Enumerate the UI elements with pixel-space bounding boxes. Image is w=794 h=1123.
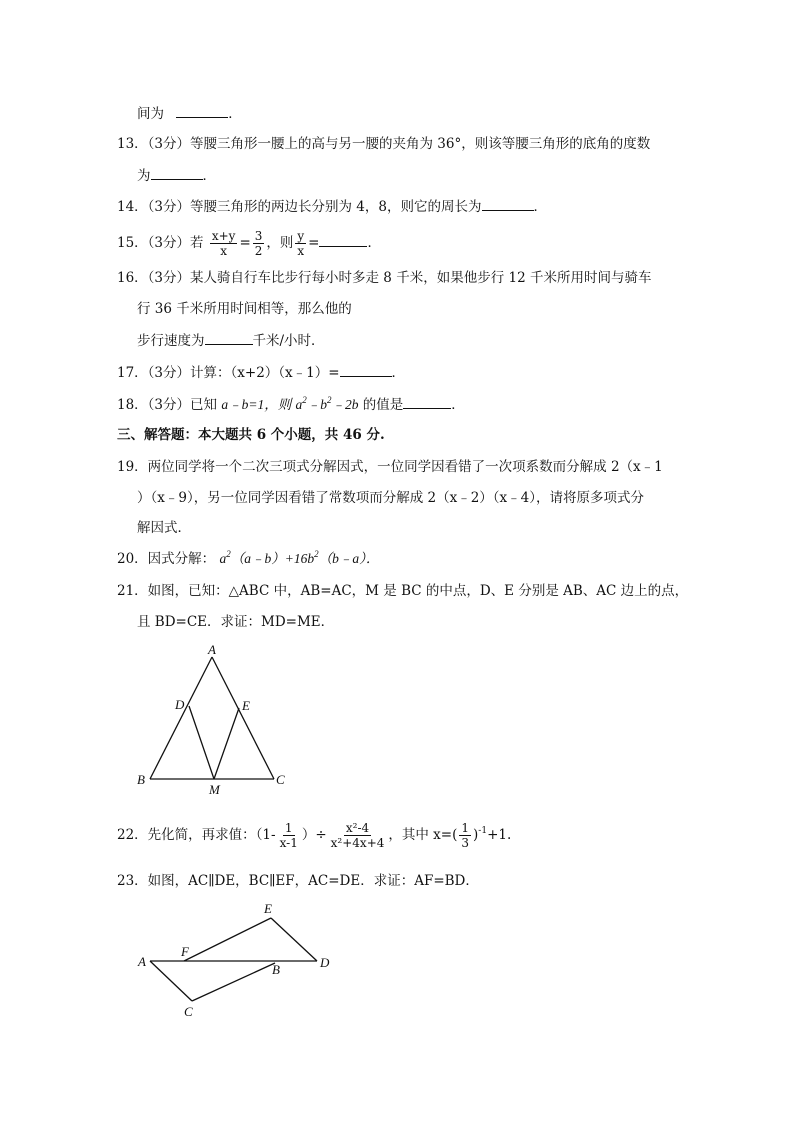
question-22: 22．先化简，再求值：（1- $\frac{1}{x-1}$ ）÷ $\frac{\text{x²-4}}{\text{x²+4x+4}}$ ，其中 x=( $\frac{1}{3}$ )$^{-1}$+1. xyxy=(117,821,512,850)
answer-blank xyxy=(151,165,203,180)
section-3-heading xyxy=(117,425,385,445)
question-19-cont xyxy=(137,488,644,508)
answer-blank xyxy=(205,330,253,345)
q22-fraction-x: $\frac{1}{3}$ xyxy=(461,821,470,850)
label-M: M xyxy=(209,782,220,797)
question-18: 18．（3分）已知 a﹣b=1，则 $a^2﹣b^2﹣2b$ 的值是 ． xyxy=(117,395,465,413)
label-A: A xyxy=(138,954,146,969)
q15-text-mid: ，则 xyxy=(266,235,294,251)
q22-text: 22．先化简，再求值： xyxy=(117,827,256,843)
q12-continuation: 间为 ． xyxy=(137,103,242,124)
question-21-cont xyxy=(137,612,334,632)
label-F: F xyxy=(181,944,189,959)
question-14: 14．（3分）等腰三角形的两边长分别为 4，8，则它的周长为 ． xyxy=(117,196,547,217)
question-19-cont2 xyxy=(137,518,191,538)
question-16-cont xyxy=(137,299,352,319)
q22-text-where: ，其中 xyxy=(388,827,429,843)
question-19 xyxy=(117,457,663,477)
question-21 xyxy=(117,581,688,601)
label-B: B xyxy=(137,772,145,787)
q15-fraction-ask: $\frac{y}{x}$ xyxy=(297,229,305,258)
q18-text-tail: 的值是 xyxy=(362,397,404,413)
question-16-cont2 xyxy=(137,330,325,351)
q16-text-cont: 行 36 千米所用时间相等，那么他的 xyxy=(137,301,352,317)
label-E: E xyxy=(242,698,250,713)
answer-blank xyxy=(319,232,367,247)
answer-blank xyxy=(176,103,228,118)
q18-condition: a﹣b=1，则 xyxy=(221,397,292,412)
q13-text-cont: 为 xyxy=(137,168,151,184)
q23-text: 23．如图，AC∥DE，BC∥EF，AC=DE．求证：AF=BD． xyxy=(117,873,479,889)
label-C: C xyxy=(276,772,285,787)
question-15: 15．（3分）若 $\frac{x+y}{x}$ = $\frac{3}{2}$ ，则 $\frac{y}{x}$ = ． xyxy=(117,229,381,258)
answer-blank xyxy=(482,196,534,211)
q20-expression: $a^2(a﹣b)+16b^2(b﹣a)$． xyxy=(219,549,380,566)
q19-text-cont: ）（x﹣9），另一位同学因看错了常数项而分解成 2（x﹣2）（x﹣4），请将原多项式分 xyxy=(137,490,644,506)
q18-text: 18．（3分）已知 xyxy=(117,397,218,413)
label-A: A xyxy=(208,642,216,657)
question-20 xyxy=(117,549,379,569)
question-13 xyxy=(117,134,650,154)
label-D: D xyxy=(320,955,330,970)
question-23 xyxy=(117,871,479,891)
question-17: 17．（3分）计算：（x+2）（x﹣1）= ． xyxy=(117,362,405,383)
q13-text: 13．（3分）等腰三角形一腰上的高与另一腰的夹角为 36°，则该等腰三角形的底角的度数 xyxy=(117,136,651,152)
q22-fraction-a: $\frac{1}{x-1}$ xyxy=(279,821,298,850)
q16-text: 16．（3分）某人骑自行车比步行每小时多走 8 千米，如果他步行 12 千米所用时间与骑车 xyxy=(117,270,652,286)
q19-text-cont2: 解因式． xyxy=(137,520,191,536)
question-16 xyxy=(117,268,651,288)
q12-text: 间为 xyxy=(137,106,164,122)
q14-text: 14．（3分）等腰三角形的两边长分别为 4，8，则它的周长为 xyxy=(117,199,482,215)
q19-text: 19．两位同学将一个二次三项式分解因式，一位同学因看错了一次项系数而分解成 2（x﹣1 xyxy=(117,459,663,475)
q15-fraction-right: $\frac{3}{2}$ xyxy=(254,229,263,258)
section-3-title: 三、解答题：本大题共 6 个小题，共 46 分. xyxy=(117,427,385,443)
q15-eq: = xyxy=(308,235,320,251)
q17-text: 17．（3分）计算：（x+2）（x﹣1）= xyxy=(117,365,340,381)
q16-text-pre: 步行速度为 xyxy=(137,333,205,349)
question-13-cont: 为 ． xyxy=(137,165,216,186)
q18-expression: $a^2﹣b^2﹣2b$ xyxy=(295,395,359,412)
answer-blank xyxy=(340,362,392,377)
q15-text: 15．（3分）若 xyxy=(117,235,204,251)
label-C: C xyxy=(184,1004,193,1019)
q15-fraction-left: $\frac{x+y}{x}$ xyxy=(211,229,236,258)
q21-text-cont: 且 BD=CE．求证：MD=ME． xyxy=(137,614,335,630)
figure-21-triangle xyxy=(130,640,300,800)
q16-text-post: 千米/小时． xyxy=(252,333,325,349)
q20-text: 20．因式分解： xyxy=(117,551,216,567)
q22-fraction-b: $\frac{\text{x²-4}}{\text{x²+4x+4}}$ xyxy=(330,821,385,850)
figure-23-geometry xyxy=(130,898,340,1023)
label-E: E xyxy=(264,901,272,916)
q21-text: 21．如图，已知：△ABC 中，AB=AC，M 是 BC 的中点，D、E 分别是 AB、AC 边上的点， xyxy=(117,583,689,599)
label-B: B xyxy=(272,962,280,977)
label-D: D xyxy=(175,697,185,712)
answer-blank xyxy=(403,394,451,409)
